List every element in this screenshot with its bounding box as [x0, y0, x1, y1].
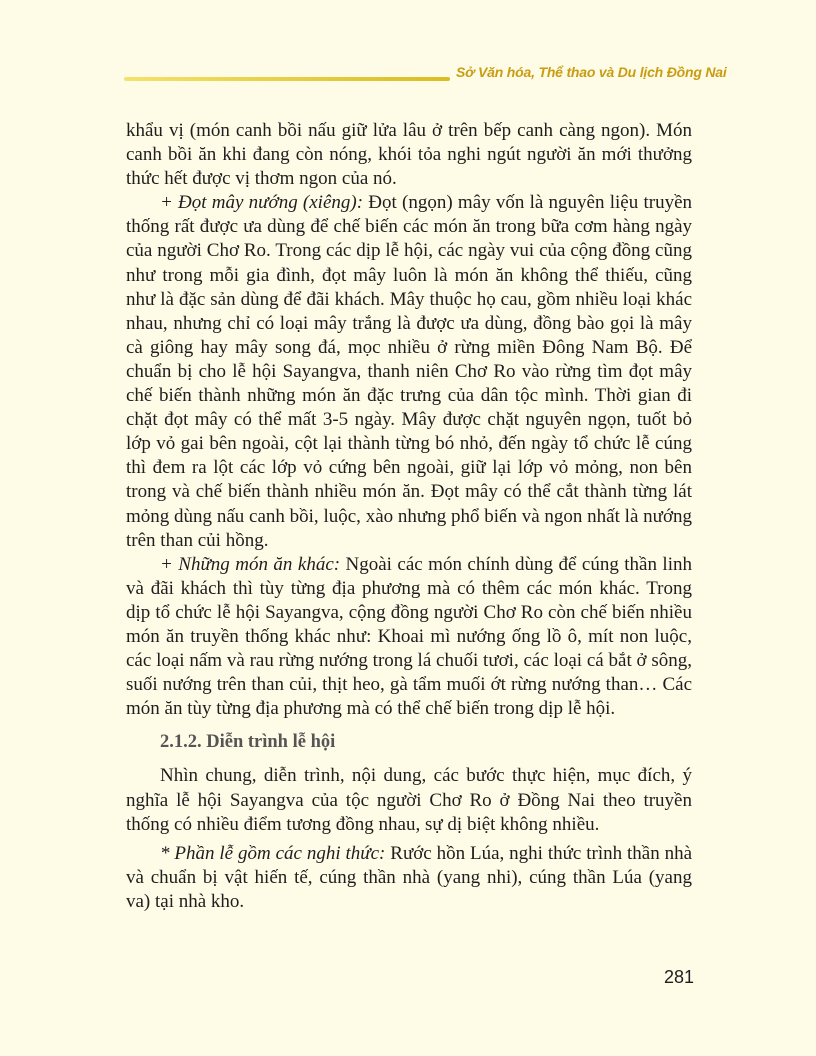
- item-label: + Đọt mây nướng (xiêng):: [160, 192, 364, 214]
- page-number: 281: [664, 967, 695, 987]
- item-text: Ngoài các món chính dùng để cúng thần linh và đãi khách thì tùy từng địa phương mà có thêm các món khác. Trong dịp tổ chức lễ hội Sayangva, cộng đồng người Chơ Ro còn chế biến nhiều món ăn truyền thống khác như: Khoai mì nướng ống lồ ô, mít non luộc, các loại nấm và rau rừng nướng trong lá chuối tươi, các loại cá bắt ở sông, suối nướng trên than củi, thịt heo, gà tẩm muối ớt rừng nướng than… Các món ăn tùy từng địa phương mà có thể chế biến trong dịp lễ hội.: [126, 553, 692, 720]
- item-label: * Phần lễ gồm các nghi thức:: [160, 842, 386, 864]
- item-label: + Những món ăn khác:: [160, 553, 341, 575]
- section-heading: 2.1.2. Diễn trình lễ hội: [160, 732, 336, 753]
- item-text: Đọt (ngọn) mây vốn là nguyên liệu truyền thống rất được ưa dùng để chế biến các món ăn trong bữa cơm hàng ngày của người Chơ Ro. Trong các dịp lễ hội, các ngày vui của cộng đồng cũng như trong mỗi gia đình, đọt mây luôn là món ăn không thể thiếu, cũng như là đặc sản dùng để đãi khách. Mây thuộc họ cau, gồm nhiều loại khác nhau, nhưng chỉ có loại mây trắng là được ưa dùng, đồng bào gọi là mây cà giông hay mây song đá, mọc nhiều ở rừng miền Đông Nam Bộ. Để chuẩn bị cho lễ hội Sayangva, thanh niên Chơ Ro vào rừng tìm đọt mây chế biến thành những món ăn đặc trưng của dân tộc mình. Thời gian đi chặt đọt mây có thể mất 3-5 ngày. Mây được chặt nguyên ngọn, tuốt bỏ lớp vỏ gai bên ngoài, cột lại thành từng bó nhỏ, đến ngày tổ chức lễ cúng thì đem ra lột các lớp vỏ cứng bên ngoài, giữ lại lớp vỏ mỏng, non bên trong và chế biến thành nhiều món ăn. Đọt mây có thể cắt thành từng lát mỏng dùng nấu canh bồi, luộc, xào nhưng phổ biến và ngon nhất là nướng trên than củi hồng.: [126, 192, 692, 551]
- running-header: Sở Văn hóa, Thể thao và Du lịch Đồng Nai: [456, 64, 727, 80]
- body-text: [126, 119, 692, 914]
- paragraph-dien-trinh: Nhìn chung, diễn trình, nội dung, các bước thực hiện, mục đích, ý nghĩa lễ hội Sayangva của tộc người Chơ Ro ở Đồng Nai theo truyền thống có nhiều điểm tương đồng nhau, sự dị biệt không nhiều.: [126, 765, 692, 835]
- paragraph-phan-le: [126, 842, 692, 914]
- paragraph-mon-an-khac: [126, 553, 692, 722]
- item-text: Rước hồn Lúa, nghi thức trình thần nhà và chuẩn bị vật hiến tế, cúng thần nhà (yang nhi), cúng thần Lúa (yang va) tại nhà kho.: [126, 842, 693, 912]
- header-rule: [124, 77, 450, 81]
- paragraph-dot-may: [126, 191, 692, 552]
- paragraph-continuation: khẩu vị (món canh bồi nấu giữ lửa lâu ở trên bếp canh càng ngon). Món canh bồi ăn khi đang còn nóng, khói tỏa nghi ngút người ăn mới thưởng thức hết được vị thơm ngon của nó.: [126, 120, 692, 190]
